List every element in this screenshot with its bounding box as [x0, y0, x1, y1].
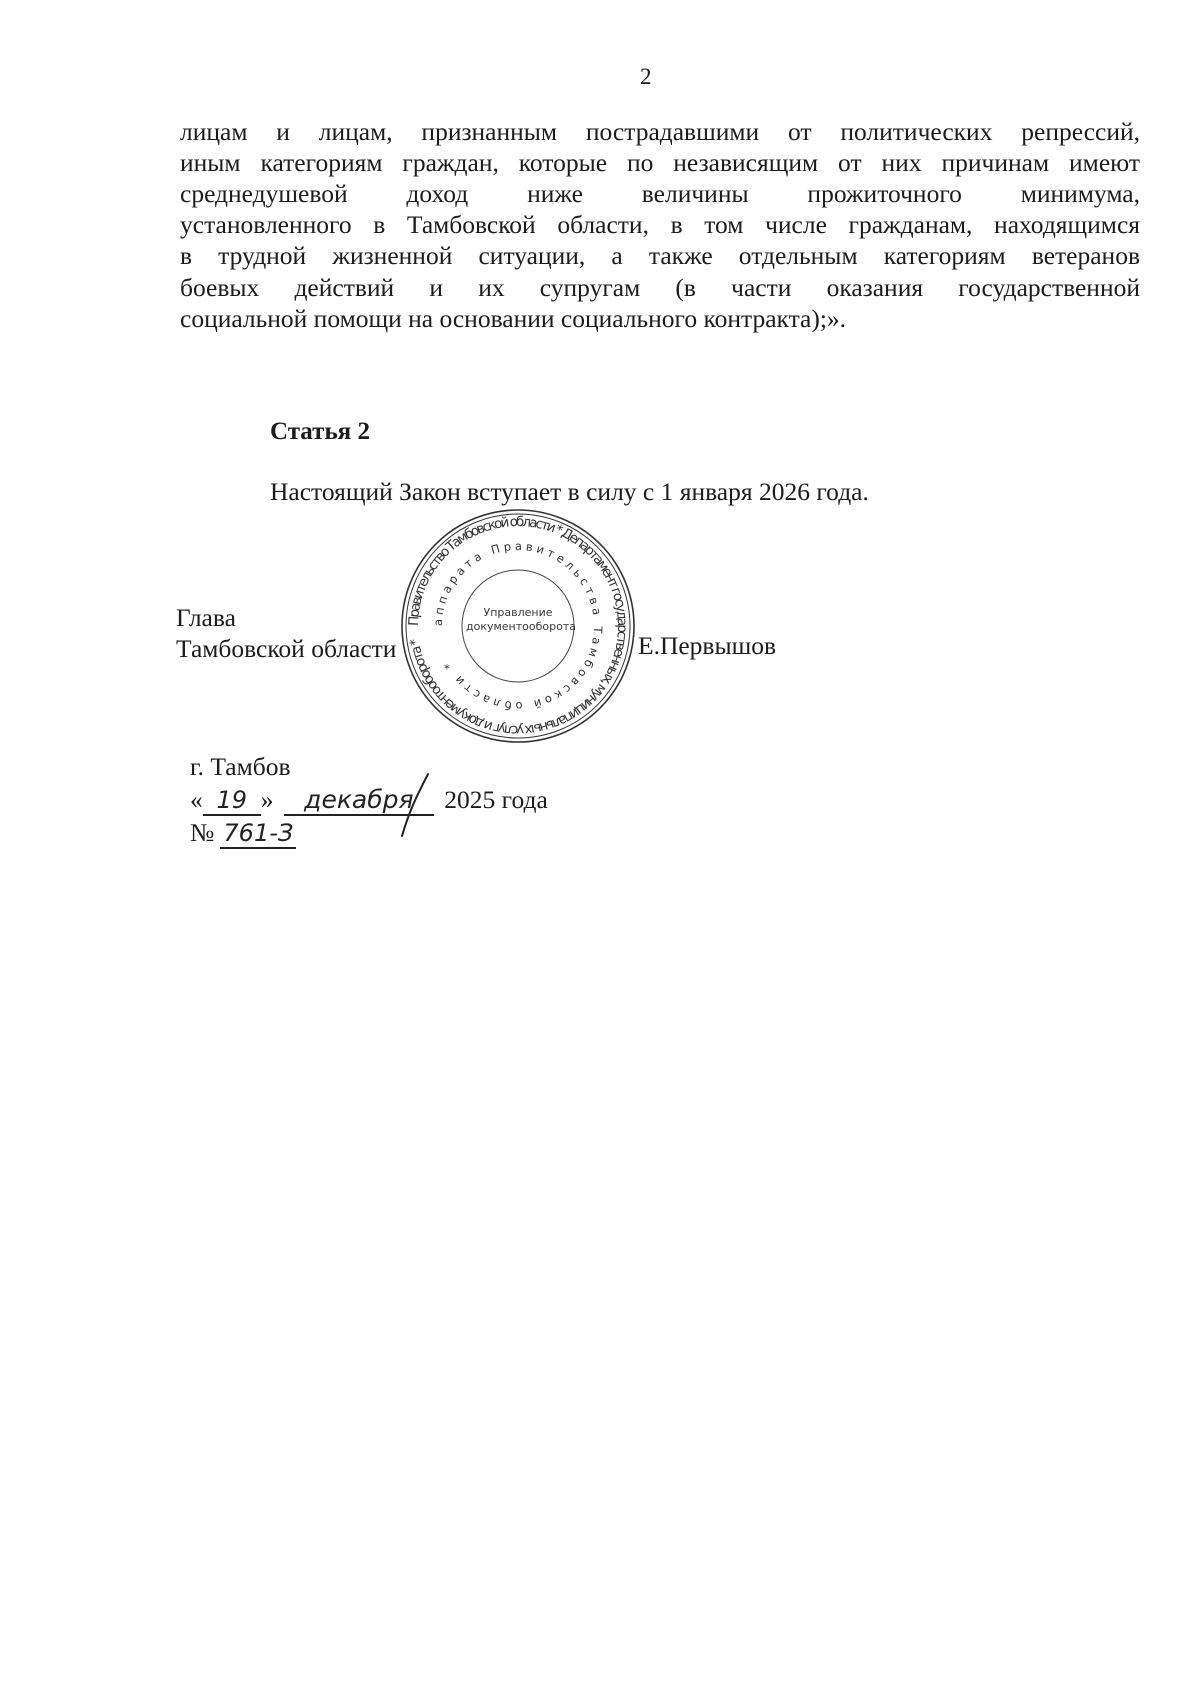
seal-inner-ring-text: аппарата Правительства Тамбовской области * — [430, 538, 606, 714]
quote-open: « — [190, 785, 203, 814]
place-of-signing: г. Тамбов — [190, 752, 291, 781]
handwritten-month: декабря — [284, 785, 434, 816]
paragraph-line: социальной помощи на основании социального контракта);». — [180, 303, 847, 333]
date-of-signing — [190, 785, 548, 816]
quote-close: » — [260, 785, 274, 814]
seal-outer-text: Правительство Тамбовской области * Департамент государственных, муниципальных услуг и документооборота * — [405, 513, 631, 739]
paragraph-line: установленного в Тамбовской области, в том числе гражданам, находящимся — [180, 210, 1140, 240]
handwritten-day: 19 — [203, 786, 261, 816]
signatory-title-line: Глава — [176, 603, 236, 632]
number-sign: № — [190, 818, 215, 847]
paragraph-line: иным категориям граждан, которые по независящим от них причинам имеют — [180, 148, 1140, 178]
year-text: 2025 года — [444, 785, 548, 814]
official-seal — [398, 506, 638, 746]
signatory-title — [176, 603, 396, 664]
signature-stroke — [380, 770, 440, 840]
paragraph-line: среднедушевой доход ниже величины прожиточного минимума, — [180, 179, 1140, 209]
seal-center-line: Управление — [483, 606, 553, 619]
paragraph-line: в трудной жизненной ситуации, а также отдельным категориям ветеранов — [180, 241, 1140, 271]
article-heading: Статья 2 — [270, 418, 370, 445]
signatory-name: Е.Первышов — [638, 631, 777, 660]
article-text: Настоящий Закон вступает в силу с 1 января 2026 года. — [270, 477, 869, 506]
law-number — [190, 818, 296, 849]
paragraph-line: лицам и лицам, признанным пострадавшими от политических репрессий, — [180, 117, 1140, 146]
page-number: 2 — [640, 64, 652, 89]
signatory-title-line: Тамбовской области — [176, 633, 397, 663]
seal-center-line: документооборота — [466, 619, 576, 633]
body-paragraph — [180, 116, 1140, 334]
seal-center-text — [466, 606, 576, 634]
paragraph-line: боевых действий и их супругам (в части оказания государственной — [180, 272, 1140, 302]
handwritten-number: 761-З — [220, 819, 296, 849]
